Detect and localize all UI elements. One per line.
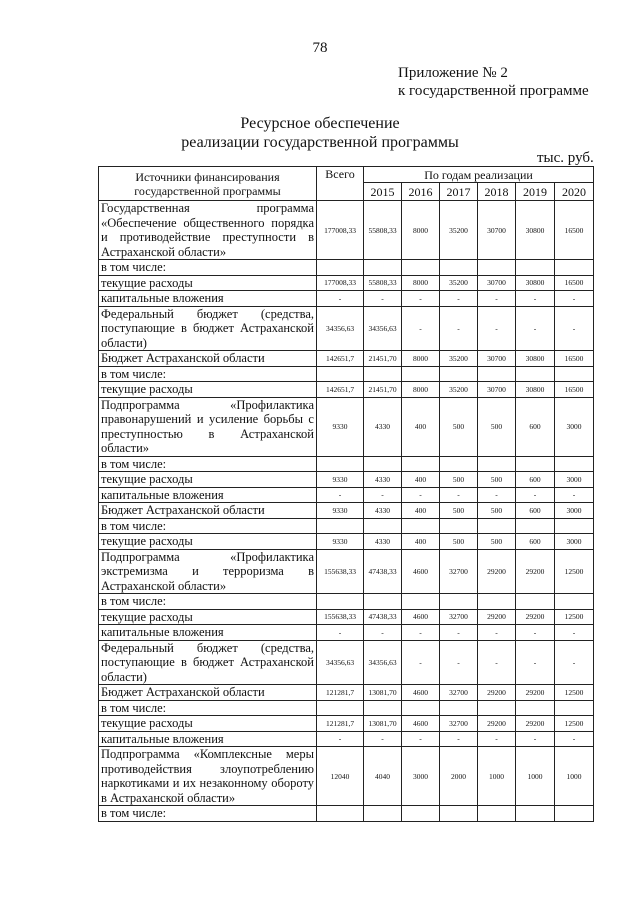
cell-year-value: - — [364, 291, 402, 307]
cell-year-value — [478, 260, 516, 276]
cell-year-value: 1000 — [516, 747, 555, 806]
cell-total — [317, 260, 364, 276]
cell-total: 9330 — [317, 534, 364, 550]
row-source-name: в том числе: — [99, 518, 317, 534]
cell-year-value: 35200 — [440, 382, 478, 398]
cell-total: 177008,33 — [317, 275, 364, 291]
table-row — [99, 306, 594, 351]
cell-year-value: 29200 — [516, 716, 555, 732]
table-row — [99, 806, 594, 822]
row-source-name: Подпрограмма «Профилактика правонарушений и усиление борьбы с преступностью в Астраханской области» — [99, 397, 317, 456]
cell-total — [317, 456, 364, 472]
cell-year-value: 16500 — [555, 201, 594, 260]
cell-year-value: - — [402, 625, 440, 641]
cell-year-value — [516, 518, 555, 534]
table-row — [99, 609, 594, 625]
row-source-name: в том числе: — [99, 806, 317, 822]
cell-year-value: 500 — [440, 503, 478, 519]
cell-year-value: 13081,70 — [364, 716, 402, 732]
row-source-name: Бюджет Астраханской области — [99, 351, 317, 367]
title-line-1: Ресурсное обеспечение — [240, 115, 400, 132]
cell-year-value: 29200 — [478, 716, 516, 732]
cell-total: - — [317, 487, 364, 503]
cell-year-value: 4600 — [402, 716, 440, 732]
cell-year-value: - — [478, 640, 516, 685]
cell-year-value — [402, 260, 440, 276]
cell-year-value — [402, 700, 440, 716]
cell-year-value — [516, 260, 555, 276]
row-source-name: Бюджет Астраханской области — [99, 503, 317, 519]
cell-year-value — [478, 700, 516, 716]
cell-year-value: 8000 — [402, 201, 440, 260]
cell-year-value: - — [478, 306, 516, 351]
cell-year-value: 16500 — [555, 275, 594, 291]
cell-total: 121281,7 — [317, 716, 364, 732]
table-row — [99, 291, 594, 307]
cell-year-value: 3000 — [555, 472, 594, 488]
cell-year-value: 30700 — [478, 382, 516, 398]
cell-year-value: 16500 — [555, 351, 594, 367]
cell-year-value: 4600 — [402, 609, 440, 625]
cell-year-value: 500 — [478, 397, 516, 456]
cell-year-value: 29200 — [478, 685, 516, 701]
cell-year-value: 500 — [440, 472, 478, 488]
cell-year-value: 32700 — [440, 716, 478, 732]
row-source-name: в том числе: — [99, 594, 317, 610]
cell-year-value: 30700 — [478, 201, 516, 260]
cell-year-value — [516, 700, 555, 716]
table-row — [99, 640, 594, 685]
cell-year-value — [478, 594, 516, 610]
table-row — [99, 260, 594, 276]
cell-year-value — [555, 594, 594, 610]
resources-table — [98, 166, 594, 822]
cell-year-value: 34356,63 — [364, 640, 402, 685]
cell-year-value: - — [516, 291, 555, 307]
table-row — [99, 503, 594, 519]
cell-year-value — [516, 806, 555, 822]
cell-year-value: 30800 — [516, 351, 555, 367]
cell-year-value — [555, 700, 594, 716]
cell-year-value: 1000 — [555, 747, 594, 806]
header-year: 2019 — [516, 183, 555, 201]
row-source-name: в том числе: — [99, 366, 317, 382]
cell-year-value: 4330 — [364, 503, 402, 519]
cell-year-value: - — [402, 487, 440, 503]
row-source-name: текущие расходы — [99, 716, 317, 732]
cell-year-value: - — [516, 487, 555, 503]
row-source-name: текущие расходы — [99, 609, 317, 625]
cell-year-value: 55808,33 — [364, 201, 402, 260]
cell-year-value: - — [555, 487, 594, 503]
cell-year-value: - — [478, 625, 516, 641]
cell-year-value: - — [440, 640, 478, 685]
table-row — [99, 594, 594, 610]
cell-year-value: 8000 — [402, 351, 440, 367]
cell-total: 9330 — [317, 397, 364, 456]
cell-total: 121281,7 — [317, 685, 364, 701]
cell-year-value: 400 — [402, 472, 440, 488]
cell-year-value: - — [555, 731, 594, 747]
cell-total: 155638,33 — [317, 549, 364, 594]
cell-year-value — [440, 456, 478, 472]
cell-year-value: 16500 — [555, 382, 594, 398]
row-source-name: капитальные вложения — [99, 731, 317, 747]
cell-year-value: 4330 — [364, 472, 402, 488]
cell-year-value: - — [440, 291, 478, 307]
cell-year-value: 600 — [516, 472, 555, 488]
cell-year-value — [440, 594, 478, 610]
cell-year-value: 600 — [516, 503, 555, 519]
cell-year-value: 29200 — [516, 609, 555, 625]
title-line-2: реализации государственной программы — [181, 134, 459, 151]
cell-year-value: - — [440, 731, 478, 747]
cell-year-value: 3000 — [555, 534, 594, 550]
cell-year-value: 12500 — [555, 685, 594, 701]
row-source-name: текущие расходы — [99, 472, 317, 488]
cell-year-value: - — [364, 625, 402, 641]
cell-year-value: 35200 — [440, 275, 478, 291]
row-source-name: Государственная программа «Обеспечение общественного порядка и противодействие преступности в Астраханской области» — [99, 201, 317, 260]
cell-year-value: 500 — [478, 503, 516, 519]
cell-year-value: 4600 — [402, 685, 440, 701]
row-source-name: текущие расходы — [99, 382, 317, 398]
table-row — [99, 487, 594, 503]
table-row — [99, 456, 594, 472]
cell-year-value: 35200 — [440, 201, 478, 260]
header-year: 2020 — [555, 183, 594, 201]
cell-total — [317, 594, 364, 610]
cell-total: 9330 — [317, 503, 364, 519]
row-source-name: в том числе: — [99, 456, 317, 472]
header-year: 2015 — [364, 183, 402, 201]
table-row — [99, 549, 594, 594]
cell-year-value: 8000 — [402, 275, 440, 291]
cell-year-value: 12500 — [555, 609, 594, 625]
cell-year-value: - — [555, 291, 594, 307]
cell-total: - — [317, 291, 364, 307]
appendix-line-1: Приложение № 2 — [398, 65, 508, 81]
cell-year-value: 3000 — [402, 747, 440, 806]
cell-total — [317, 366, 364, 382]
cell-year-value: - — [402, 731, 440, 747]
row-source-name: капитальные вложения — [99, 487, 317, 503]
cell-year-value: - — [364, 487, 402, 503]
cell-total: 9330 — [317, 472, 364, 488]
cell-year-value: 55808,33 — [364, 275, 402, 291]
units-label: тыс. руб. — [537, 150, 594, 166]
cell-total — [317, 700, 364, 716]
cell-year-value — [440, 366, 478, 382]
table-row — [99, 518, 594, 534]
page-number: 78 — [312, 40, 328, 56]
cell-year-value: 8000 — [402, 382, 440, 398]
cell-year-value: 29200 — [478, 609, 516, 625]
cell-year-value: 32700 — [440, 609, 478, 625]
cell-year-value — [402, 518, 440, 534]
cell-year-value: 21451,70 — [364, 351, 402, 367]
cell-year-value: - — [478, 291, 516, 307]
cell-year-value: 47438,33 — [364, 549, 402, 594]
cell-year-value: 29200 — [478, 549, 516, 594]
row-source-name: капитальные вложения — [99, 291, 317, 307]
cell-year-value: 34356,63 — [364, 306, 402, 351]
header-year: 2016 — [402, 183, 440, 201]
cell-total: 142651,7 — [317, 351, 364, 367]
cell-year-value: 12500 — [555, 716, 594, 732]
cell-year-value: - — [516, 625, 555, 641]
table-row — [99, 747, 594, 806]
table-row — [99, 716, 594, 732]
cell-year-value: - — [440, 306, 478, 351]
cell-year-value — [555, 366, 594, 382]
cell-year-value — [440, 806, 478, 822]
cell-year-value — [364, 806, 402, 822]
cell-year-value: 13081,70 — [364, 685, 402, 701]
cell-year-value: 30800 — [516, 275, 555, 291]
cell-year-value: 2000 — [440, 747, 478, 806]
table-row — [99, 731, 594, 747]
cell-year-value: - — [555, 625, 594, 641]
cell-year-value: - — [478, 731, 516, 747]
cell-year-value — [555, 456, 594, 472]
cell-year-value: - — [516, 731, 555, 747]
row-source-name: в том числе: — [99, 260, 317, 276]
row-source-name: Федеральный бюджет (средства, поступающие в бюджет Астраханской области) — [99, 640, 317, 685]
appendix-note — [398, 64, 589, 100]
cell-year-value — [364, 700, 402, 716]
cell-year-value: 30700 — [478, 275, 516, 291]
row-source-name: Бюджет Астраханской области — [99, 685, 317, 701]
cell-year-value: - — [402, 640, 440, 685]
cell-year-value: - — [440, 487, 478, 503]
row-source-name: Подпрограмма «Комплексные меры противодействия злоупотреблению наркотиками и их незаконному обороту в Астраханской области» — [99, 747, 317, 806]
cell-year-value: 500 — [440, 397, 478, 456]
cell-total: 34356,63 — [317, 306, 364, 351]
cell-year-value: 500 — [478, 534, 516, 550]
cell-year-value: 12500 — [555, 549, 594, 594]
cell-year-value — [364, 456, 402, 472]
cell-year-value: 400 — [402, 534, 440, 550]
table-row — [99, 382, 594, 398]
cell-year-value: 4600 — [402, 549, 440, 594]
cell-year-value — [364, 366, 402, 382]
cell-year-value: 21451,70 — [364, 382, 402, 398]
cell-total — [317, 518, 364, 534]
cell-year-value: 4040 — [364, 747, 402, 806]
table-row — [99, 472, 594, 488]
cell-year-value — [402, 594, 440, 610]
cell-total: 12040 — [317, 747, 364, 806]
cell-year-value: 32700 — [440, 685, 478, 701]
cell-total: 177008,33 — [317, 201, 364, 260]
cell-year-value: - — [402, 306, 440, 351]
cell-year-value — [478, 456, 516, 472]
cell-year-value — [478, 518, 516, 534]
cell-year-value: - — [516, 306, 555, 351]
cell-year-value — [516, 594, 555, 610]
table-row — [99, 700, 594, 716]
cell-year-value: - — [516, 640, 555, 685]
cell-year-value — [402, 456, 440, 472]
table-row — [99, 201, 594, 260]
cell-year-value: - — [555, 306, 594, 351]
row-source-name: капитальные вложения — [99, 625, 317, 641]
cell-year-value — [555, 260, 594, 276]
cell-year-value — [402, 366, 440, 382]
cell-total: - — [317, 731, 364, 747]
row-source-name: в том числе: — [99, 700, 317, 716]
row-source-name: Подпрограмма «Профилактика экстремизма и терроризма в Астраханской области» — [99, 549, 317, 594]
cell-year-value: 29200 — [516, 685, 555, 701]
table-row — [99, 366, 594, 382]
cell-total: 142651,7 — [317, 382, 364, 398]
header-total: Всего — [317, 167, 364, 201]
cell-year-value — [516, 366, 555, 382]
cell-year-value — [440, 700, 478, 716]
header-year: 2017 — [440, 183, 478, 201]
cell-year-value: - — [478, 487, 516, 503]
cell-total: 155638,33 — [317, 609, 364, 625]
table-row — [99, 534, 594, 550]
cell-total: - — [317, 625, 364, 641]
cell-year-value — [364, 260, 402, 276]
cell-year-value: - — [402, 291, 440, 307]
table-row — [99, 685, 594, 701]
table-row — [99, 397, 594, 456]
cell-year-value: 47438,33 — [364, 609, 402, 625]
cell-year-value: 30800 — [516, 201, 555, 260]
cell-total — [317, 806, 364, 822]
cell-year-value: - — [440, 625, 478, 641]
table-row — [99, 625, 594, 641]
cell-year-value: 32700 — [440, 549, 478, 594]
header-by-years: По годам реализации — [364, 167, 594, 183]
cell-year-value: 4330 — [364, 397, 402, 456]
cell-year-value — [440, 518, 478, 534]
cell-year-value: 1000 — [478, 747, 516, 806]
header-source: Источники финансирования государственной программы — [99, 167, 317, 201]
cell-year-value — [364, 518, 402, 534]
cell-year-value — [555, 518, 594, 534]
cell-year-value: 500 — [478, 472, 516, 488]
cell-year-value: 30700 — [478, 351, 516, 367]
cell-year-value: 3000 — [555, 397, 594, 456]
cell-year-value: 30800 — [516, 382, 555, 398]
table-body — [99, 201, 594, 822]
row-source-name: Федеральный бюджет (средства, поступающие в бюджет Астраханской области) — [99, 306, 317, 351]
cell-year-value: 600 — [516, 397, 555, 456]
cell-year-value — [478, 806, 516, 822]
cell-year-value: 400 — [402, 397, 440, 456]
cell-year-value — [440, 260, 478, 276]
row-source-name: текущие расходы — [99, 534, 317, 550]
cell-year-value — [402, 806, 440, 822]
header-year: 2018 — [478, 183, 516, 201]
cell-year-value — [364, 594, 402, 610]
cell-year-value: 4330 — [364, 534, 402, 550]
table-row — [99, 275, 594, 291]
cell-year-value: 29200 — [516, 549, 555, 594]
document-title — [0, 114, 640, 152]
cell-year-value: - — [364, 731, 402, 747]
cell-year-value: 400 — [402, 503, 440, 519]
cell-year-value — [516, 456, 555, 472]
cell-total: 34356,63 — [317, 640, 364, 685]
cell-year-value — [478, 366, 516, 382]
cell-year-value — [555, 806, 594, 822]
cell-year-value: 500 — [440, 534, 478, 550]
row-source-name: текущие расходы — [99, 275, 317, 291]
cell-year-value: - — [555, 640, 594, 685]
table-row — [99, 351, 594, 367]
cell-year-value: 600 — [516, 534, 555, 550]
cell-year-value: 35200 — [440, 351, 478, 367]
cell-year-value: 3000 — [555, 503, 594, 519]
appendix-line-2: к государственной программе — [398, 83, 589, 99]
